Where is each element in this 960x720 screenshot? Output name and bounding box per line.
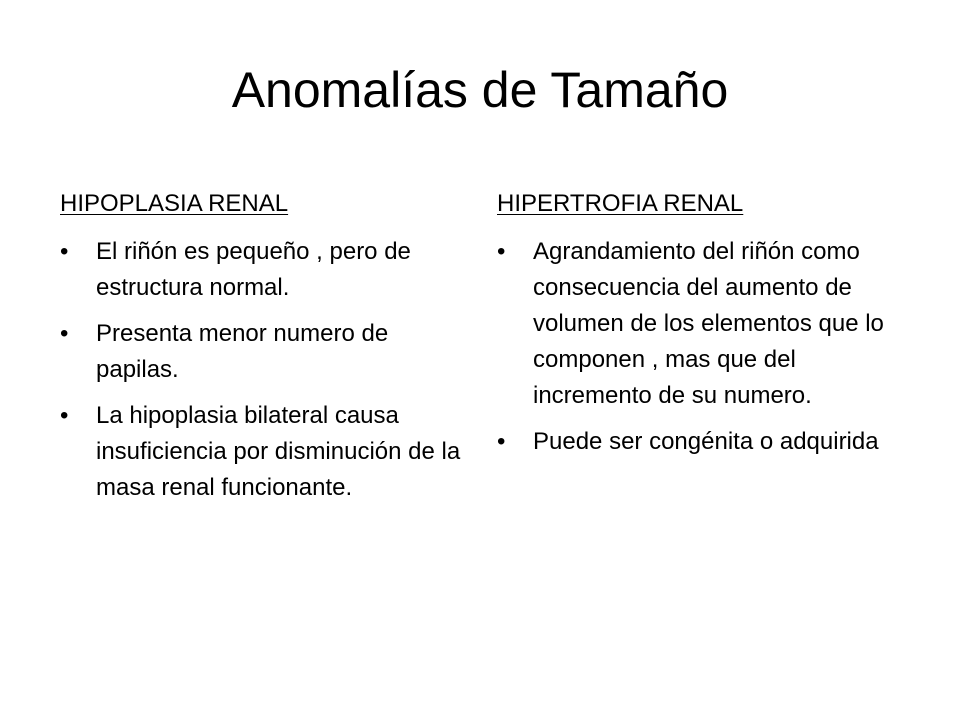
bullet-icon: • [497, 238, 506, 265]
bullet-icon: • [497, 428, 506, 455]
bullet-text: El riñón es pequeño , pero de estructura normal. [96, 238, 411, 301]
column-hipoplasia [60, 188, 470, 516]
bullet-item [60, 316, 470, 388]
bullet-item [60, 234, 470, 306]
bullet-icon: • [60, 238, 69, 265]
bullet-text: Agrandamiento del riñón como consecuencia del aumento de volumen de los elementos que lo componen , mas que del incremento de su numero. [533, 238, 884, 409]
bullet-list [497, 234, 907, 460]
slide-title: Anomalías de Tamaño [231, 62, 729, 118]
column-header: HIPOPLASIA RENAL [60, 190, 289, 217]
bullet-text: La hipoplasia bilateral causa insuficiencia por disminución de la masa renal funcionante. [96, 402, 461, 501]
bullet-icon: • [60, 402, 69, 429]
bullet-text: Puede ser congénita o adquirida [533, 428, 879, 455]
bullet-icon: • [60, 320, 69, 347]
bullet-item [60, 398, 470, 506]
column-hipertrofia [497, 188, 907, 470]
bullet-list [60, 234, 470, 506]
bullet-text: Presenta menor numero de papilas. [96, 320, 389, 383]
column-header: HIPERTROFIA RENAL [497, 190, 744, 217]
bullet-item [497, 234, 907, 414]
bullet-item [497, 424, 907, 460]
